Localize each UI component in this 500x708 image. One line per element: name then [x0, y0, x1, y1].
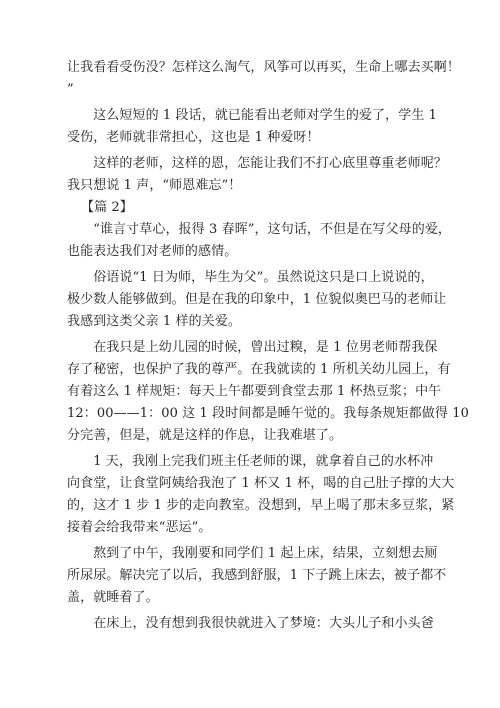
- paragraph: [67, 105, 437, 149]
- paragraph: [67, 613, 437, 635]
- text-line: 熬到了中午，我刚要和同学们 1 起上床，结果，立刻想去厕: [67, 546, 438, 561]
- text-line: 在我只是上幼儿园的时候，曾出过糗，是 1 位男老师帮我保: [67, 340, 438, 355]
- text-line: 向食堂，让食堂阿姨给我泡了 1 杯又 1 杯，喝的自己肚子撑的大大: [67, 476, 455, 491]
- text-line: “谁言寸草心，报得 3 春晖”，这句话，不但是在写父母的爱，: [67, 222, 452, 237]
- text-line: 也能表达我们对老师的感情。: [67, 244, 238, 259]
- text-line: 盖，就睡着了。: [67, 590, 159, 605]
- section-heading-text: 【篇 2】: [81, 200, 133, 215]
- paragraph: [67, 451, 455, 539]
- text-line: 我感到这类父亲 1 样的关爱。: [67, 314, 242, 329]
- text-line: 有着这么 1 样规矩：每天上午都要到食堂去那 1 杯热豆浆；中午: [67, 384, 442, 399]
- paragraph: [67, 267, 447, 333]
- section-heading: [67, 197, 437, 219]
- text-line: 这样的老师，这样的恩，怎能让我们不打心底里尊重老师呢？: [67, 156, 447, 171]
- text-line: 分完善，但是，就是这样的作息，让我难堪了。: [67, 428, 343, 443]
- paragraph: [67, 219, 452, 263]
- document-body: [67, 57, 469, 635]
- text-line: 接着会给我带来“恶运”。: [67, 520, 212, 535]
- text-line: 的，这才 1 步 1 步的走向教室。没想到，早上喝了那末多豆浆，紧: [67, 498, 455, 513]
- text-line: 12：00——1：00 这 1 段时间都是睡午觉的。我每条规矩都做得 10: [67, 406, 469, 421]
- text-line: 受伤，老师就非常担心，这也是 1 种爱呀！: [67, 130, 320, 145]
- paragraph: [67, 57, 461, 101]
- text-line: 这么短短的 1 段话，就已能看出老师对学生的爱了，学生 1: [67, 108, 438, 123]
- text-line: 让我看看受伤没？怎样这么淘气，风筝可以再买，生命上哪去买啊！: [67, 60, 461, 75]
- text-line: 极少数人能够做到。但是在我的印象中，1 位貌似奥巴马的老师让: [67, 292, 447, 307]
- text-line: 所尿尿。解决完了以后，我感到舒服，1 下子跳上床去，被子都不: [67, 568, 447, 583]
- text-line: 存了秘密，也保护了我的尊严。在我就读的 1 所机关幼儿园上，有: [67, 362, 451, 377]
- text-line: 在床上，没有想到我很快就进入了梦境：大头儿子和小头爸: [67, 616, 434, 631]
- text-line: 1 天，我刚上完我们班主任老师的课，就拿着自己的水杯冲: [67, 454, 434, 469]
- paragraph: [67, 153, 447, 197]
- text-line: 我只想说 1 声，“师恩难忘”！: [67, 178, 242, 193]
- text-line: ”: [67, 82, 74, 97]
- paragraph: [67, 543, 447, 609]
- paragraph: [67, 337, 469, 447]
- text-line: 俗语说“1 日为师，毕生为父”。虽然说这只是口上说说的，: [67, 270, 434, 285]
